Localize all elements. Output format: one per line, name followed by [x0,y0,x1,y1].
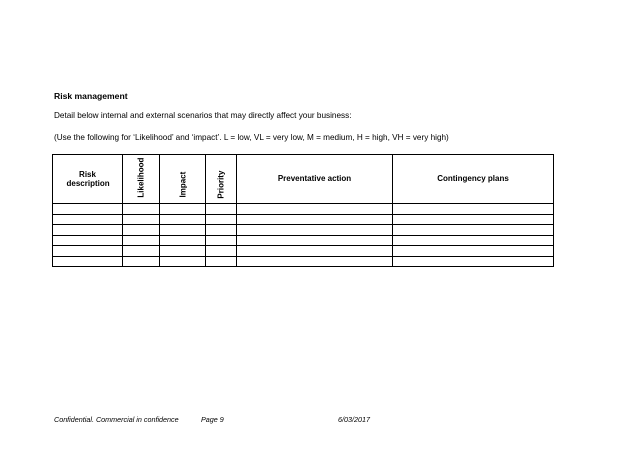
cell-likelihood[interactable] [123,256,160,267]
instruction-text: Detail below internal and external scenarios that may directly affect your business: [54,111,352,120]
cell-priority[interactable] [206,246,237,257]
header-risk-description: Risk description [53,155,123,204]
footer-confidential-notice: Confidential. Commercial in confidence [54,415,179,424]
header-preventative-action: Preventative action [237,155,393,204]
cell-preventative-action[interactable] [237,256,393,267]
cell-risk-description[interactable] [53,204,123,215]
cell-likelihood[interactable] [123,225,160,236]
cell-priority[interactable] [206,256,237,267]
cell-priority[interactable] [206,225,237,236]
footer-page-number: Page 9 [201,415,224,424]
cell-likelihood[interactable] [123,204,160,215]
cell-priority[interactable] [206,204,237,215]
cell-likelihood[interactable] [123,214,160,225]
cell-preventative-action[interactable] [237,246,393,257]
header-impact: Impact [160,155,206,204]
cell-contingency-plans[interactable] [393,256,554,267]
table-row [53,225,554,236]
table-body [53,204,554,267]
cell-preventative-action[interactable] [237,235,393,246]
cell-contingency-plans[interactable] [393,246,554,257]
table-row [53,235,554,246]
cell-impact[interactable] [160,204,206,215]
header-priority: Priority [206,155,237,204]
cell-impact[interactable] [160,225,206,236]
table-row [53,214,554,225]
likelihood-impact-legend-note: (Use the following for ‘Likelihood’ and ‘impact’. L = low, VL = very low, M = medium, H = high, VH = very high) [54,133,449,142]
cell-likelihood[interactable] [123,246,160,257]
cell-risk-description[interactable] [53,246,123,257]
cell-preventative-action[interactable] [237,204,393,215]
cell-risk-description[interactable] [53,214,123,225]
cell-risk-description[interactable] [53,235,123,246]
risk-management-table [52,154,554,267]
cell-priority[interactable] [206,235,237,246]
cell-impact[interactable] [160,246,206,257]
table-row [53,256,554,267]
header-contingency-plans: Contingency plans [393,155,554,204]
cell-risk-description[interactable] [53,225,123,236]
cell-contingency-plans[interactable] [393,235,554,246]
cell-contingency-plans[interactable] [393,225,554,236]
cell-impact[interactable] [160,214,206,225]
table-header-row [53,155,554,204]
cell-preventative-action[interactable] [237,225,393,236]
table-row [53,204,554,215]
cell-priority[interactable] [206,214,237,225]
table-row [53,246,554,257]
header-likelihood: Likelihood [123,155,160,204]
cell-impact[interactable] [160,256,206,267]
cell-contingency-plans[interactable] [393,204,554,215]
cell-preventative-action[interactable] [237,214,393,225]
footer-date: 6/03/2017 [338,415,370,424]
cell-likelihood[interactable] [123,235,160,246]
cell-impact[interactable] [160,235,206,246]
cell-contingency-plans[interactable] [393,214,554,225]
section-title: Risk management [54,91,128,101]
cell-risk-description[interactable] [53,256,123,267]
